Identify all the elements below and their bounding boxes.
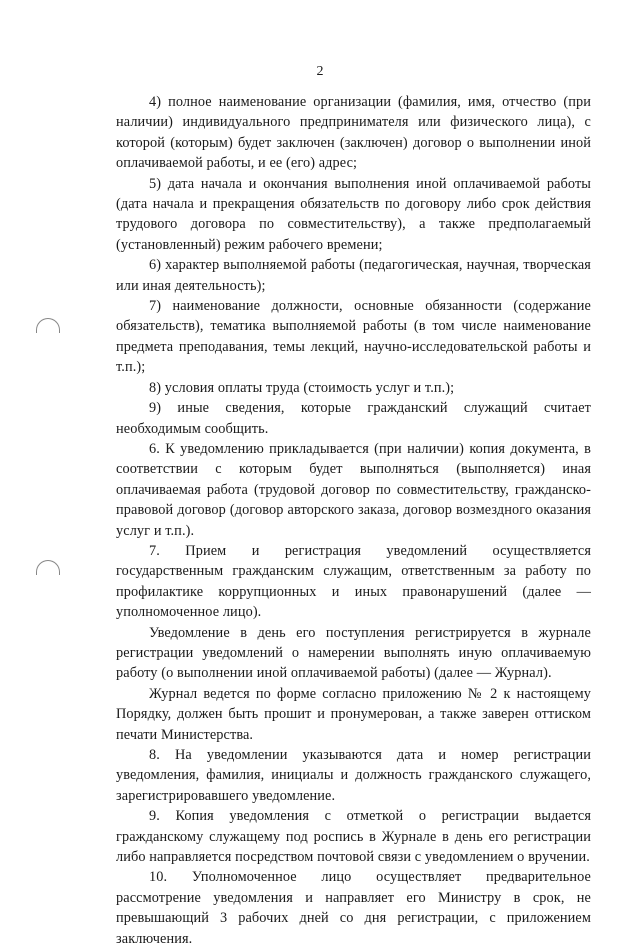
paragraph-clause-8: 8. На уведомлении указываются дата и номер регистрации уведомления, фамилия, инициалы и должность гражданского служащего, зарегистрировавшего уведомление.	[116, 747, 591, 804]
paragraph-item-9: 9) иные сведения, которые гражданский служащий считает необходимым сообщить.	[116, 400, 591, 437]
paragraph-journal: Журнал ведется по форме согласно приложению № 2 к настоящему Порядку, должен быть прошит и пронумерован, а также заверен оттиском печати Министерства.	[116, 685, 591, 743]
paragraph-clause-10: 10. Уполномоченное лицо осуществляет предварительное рассмотрение уведомления и направляет его Министру в срок, не превышающий 3 рабочих дней со дня регистрации, с приложением заключения.	[116, 869, 591, 947]
paragraph-clause-7: 7. Прием и регистрация уведомлений осуществляется государственным гражданским служащим, ответственным за работу по профилактике коррупционных и иных правонарушений (далее — уполномоченное лицо).	[116, 542, 591, 621]
paragraph-clause-9: 9. Копия уведомления с отметкой о регистрации выдается гражданскому служащему под роспись в Журнале в день его регистрации либо направляется посредством почтовой связи с уведомлением о вручении.	[116, 808, 591, 866]
document-body	[116, 92, 591, 949]
page-number: 2	[316, 64, 324, 79]
paragraph-registration: Уведомление в день его поступления регистрируется в журнале регистрации уведомлений о намерении выполнять иную оплачиваемую работу (о выполнении иной оплачиваемой работы) (далее — Журнал).	[116, 624, 591, 682]
paragraph-clause-6: 6. К уведомлению прикладывается (при наличии) копия документа, в соответствии с которым будет выполняться (выполняется) иная оплачиваемая работа (трудовой договор по совместительству, гражданско-правовой договор (договор авторского заказа, договор возмездного оказания услуг и т.п.).	[116, 440, 591, 539]
paragraph-item-5: 5) дата начала и окончания выполнения иной оплачиваемой работы (дата начала и прекращения обязательств по договору либо срок действия трудового договора по совместительству), а также предполагаемый (установленный) режим рабочего времени;	[116, 175, 591, 253]
margin-mark-2	[36, 560, 60, 575]
paragraph-item-7: 7) наименование должности, основные обязанности (содержание обязательств), тематика выполняемой работы (в том числе наименование предмета преподавания, темы лекций, научно-исследовательской работы и т.п.);	[116, 298, 591, 376]
paragraph-item-8: 8) условия оплаты труда (стоимость услуг и т.п.);	[149, 379, 455, 396]
margin-mark-1	[36, 318, 60, 333]
paragraph-item-4: 4) полное наименование организации (фамилия, имя, отчество (при наличии) индивидуального предпринимателя или физического лица), с которой (которым) будет заключен (заключен) договор о выполнении иной оплачиваемой работы, и ее (его) адрес;	[116, 94, 591, 172]
paragraph-item-6: 6) характер выполняемой работы (педагогическая, научная, творческая или иная деятельность);	[116, 257, 591, 294]
